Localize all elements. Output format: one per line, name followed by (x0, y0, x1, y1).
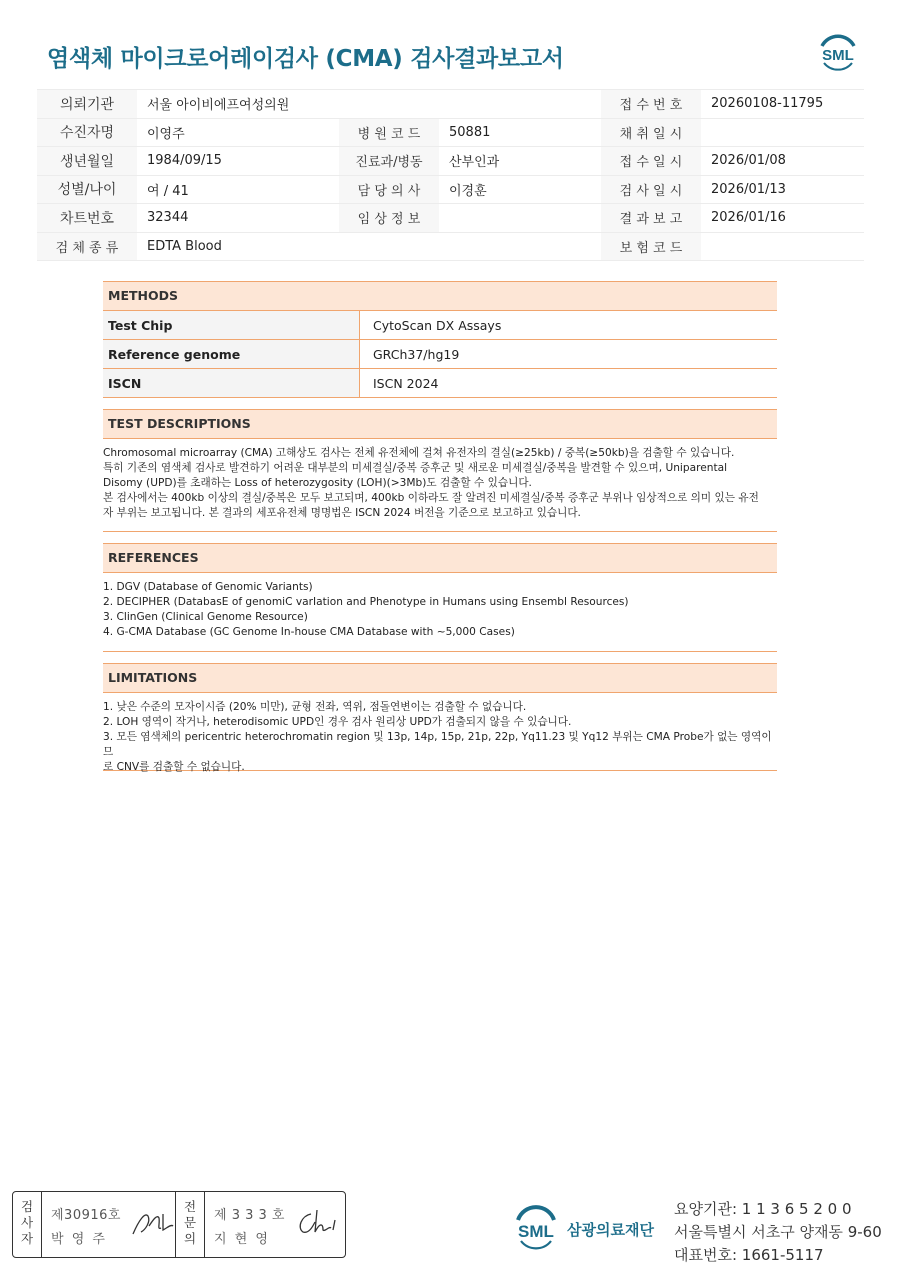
limitations-heading: LIMITATIONS (103, 663, 777, 693)
requesting-org-label: 의뢰기관 (37, 90, 137, 119)
test-date-label: 검 사 일 시 (601, 175, 701, 204)
specialist-signature (293, 1206, 341, 1240)
page-title: 염색체 마이크로어레이검사 (CMA) 검사결과보고서 (47, 46, 564, 72)
examiner-license: 제30916호 (51, 1208, 121, 1223)
collection-date-label: 채 취 일 시 (601, 118, 701, 147)
requesting-org-value: 서울 아이비에프여성의원 (137, 90, 601, 119)
phone-number: 대표번호: 1661-5117 (674, 1246, 824, 1264)
test-descriptions-heading: TEST DESCRIPTIONS (103, 409, 777, 439)
limitations-section (103, 663, 777, 771)
birth-label: 생년월일 (37, 147, 137, 176)
sml-footer-logo-mark (511, 1201, 561, 1255)
specialist-label: 전 문 의 (183, 1199, 197, 1246)
collection-date-value (701, 118, 864, 147)
reference-item: 3. ClinGen (Clinical Genome Resource) (103, 611, 308, 623)
examiner-signature (129, 1206, 175, 1240)
receipt-date-label: 접 수 일 시 (601, 147, 701, 176)
description-line: Chromosomal microarray (CMA) 고해상도 검사는 전체 유전체에 걸쳐 유전자의 결실(≥25kb) / 중복(≥50kb)을 검출할 수 있습니다. (103, 447, 735, 459)
report-date-value: 2026/01/16 (701, 204, 864, 233)
test-chip-label: Test Chip (103, 311, 360, 340)
examiner-label-column (13, 1192, 42, 1257)
sml-footer-logo (511, 1201, 561, 1255)
sml-logo-text: SML (822, 47, 854, 64)
iscn-label: ISCN (103, 369, 360, 398)
signature-box (12, 1191, 346, 1258)
limitations-body (103, 693, 777, 771)
insurance-code-value (701, 232, 864, 261)
reference-item: 1. DGV (Database of Genomic Variants) (103, 581, 313, 593)
receipt-no-value: 20260108-11795 (701, 90, 864, 119)
test-descriptions-section (103, 409, 777, 532)
description-line: 자 부위는 보고됩니다. 본 결과의 세포유전체 명명법은 ISCN 2024 버전을 기준으로 보고하고 있습니다. (103, 507, 581, 519)
examiner-label: 검 사 자 (20, 1199, 34, 1246)
limitation-item: 2. LOH 영역이 작거나, heterodisomic UPD인 경우 검사 원리상 UPD가 검출되지 않을 수 있습니다. (103, 716, 572, 728)
doctor-label: 담 당 의 사 (339, 175, 439, 204)
references-heading: REFERENCES (103, 543, 777, 573)
sex-age-label: 성별/나이 (37, 175, 137, 204)
limitation-item: 로 CNV를 검출할 수 없습니다. (103, 761, 245, 773)
test-chip-value: CytoScan DX Assays (360, 311, 778, 340)
sml-footer-logo-text: SML (518, 1222, 554, 1241)
limitation-item: 3. 모든 염색체의 pericentric heterochromatin region 및 13p, 14p, 15p, 21p, 22p, Yq11.23 및 Yq12 부위는 CMA Probe가 없는 영역이므 (103, 731, 772, 758)
table-row (103, 369, 777, 398)
sml-logo-mark (814, 30, 862, 74)
report-date-label: 결 과 보 고 (601, 204, 701, 233)
test-descriptions-body (103, 439, 777, 532)
table-row (103, 340, 777, 369)
patient-info-table (37, 89, 864, 261)
doctor-value: 이경훈 (439, 175, 601, 204)
description-line: Disomy (UPD)를 초래하는 Loss of heterozygosity (LOH)(>3Mb)도 검출할 수 있습니다. (103, 477, 532, 489)
reference-item: 2. DECIPHER (DatabasE of genomiC varIation and Phenotype in Humans using Ensembl Resources) (103, 596, 629, 608)
foundation-name: 삼광의료재단 (567, 1221, 654, 1239)
clinical-info-value (439, 204, 601, 233)
specialist-label-column (175, 1192, 205, 1257)
specialist-name: 지 현 영 (214, 1232, 270, 1247)
sml-logo (814, 30, 862, 74)
receipt-date-value: 2026/01/08 (701, 147, 864, 176)
sex-age-value: 여 / 41 (137, 175, 339, 204)
hospital-code-value: 50881 (439, 118, 601, 147)
reference-genome-value: GRCh37/hg19 (360, 340, 778, 369)
address: 서울특별시 서초구 양재동 9-60 (674, 1223, 882, 1241)
chart-no-value: 32344 (137, 204, 339, 233)
references-body (103, 573, 777, 652)
methods-section (103, 281, 777, 398)
clinical-info-label: 임 상 정 보 (339, 204, 439, 233)
hospital-code-label: 병 원 코 드 (339, 118, 439, 147)
reference-genome-label: Reference genome (103, 340, 360, 369)
test-date-value: 2026/01/13 (701, 175, 864, 204)
limitation-item: 1. 낮은 수준의 모자이시즘 (20% 미만), 균형 전좌, 역위, 점돌연변이는 검출할 수 없습니다. (103, 701, 527, 713)
specimen-value: EDTA Blood (137, 232, 601, 261)
methods-table (103, 311, 777, 398)
receipt-no-label: 접 수 번 호 (601, 90, 701, 119)
care-org-number: 요양기관: 1 1 3 6 5 2 0 0 (674, 1200, 852, 1218)
specimen-label: 검 체 종 류 (37, 232, 137, 261)
specialist-license: 제 3 3 3 호 (214, 1208, 285, 1223)
chart-no-label: 차트번호 (37, 204, 137, 233)
dept-label: 진료과/병동 (339, 147, 439, 176)
reference-item: 4. G-CMA Database (GC Genome In-house CMA Database with ~5,000 Cases) (103, 626, 515, 638)
description-line: 본 검사에서는 400kb 이상의 결실/중복은 모두 보고되며, 400kb 이하라도 잘 알려진 미세결실/중복 증후군 부위나 임상적으로 의미 있는 유전 (103, 492, 759, 504)
iscn-value: ISCN 2024 (360, 369, 778, 398)
patient-name-value: 이영주 (137, 118, 339, 147)
insurance-code-label: 보 험 코 드 (601, 232, 701, 261)
description-line: 특히 기존의 염색체 검사로 발견하기 어려운 대부분의 미세결실/중복 증후군 및 새로운 미세결실/중복을 발견할 수 있으며, Uniparental (103, 462, 728, 474)
examiner-name: 박 영 주 (51, 1232, 107, 1247)
table-row (103, 311, 777, 340)
methods-heading: METHODS (103, 281, 777, 311)
dept-value: 산부인과 (439, 147, 601, 176)
patient-name-label: 수진자명 (37, 118, 137, 147)
references-section (103, 543, 777, 652)
birth-value: 1984/09/15 (137, 147, 339, 176)
